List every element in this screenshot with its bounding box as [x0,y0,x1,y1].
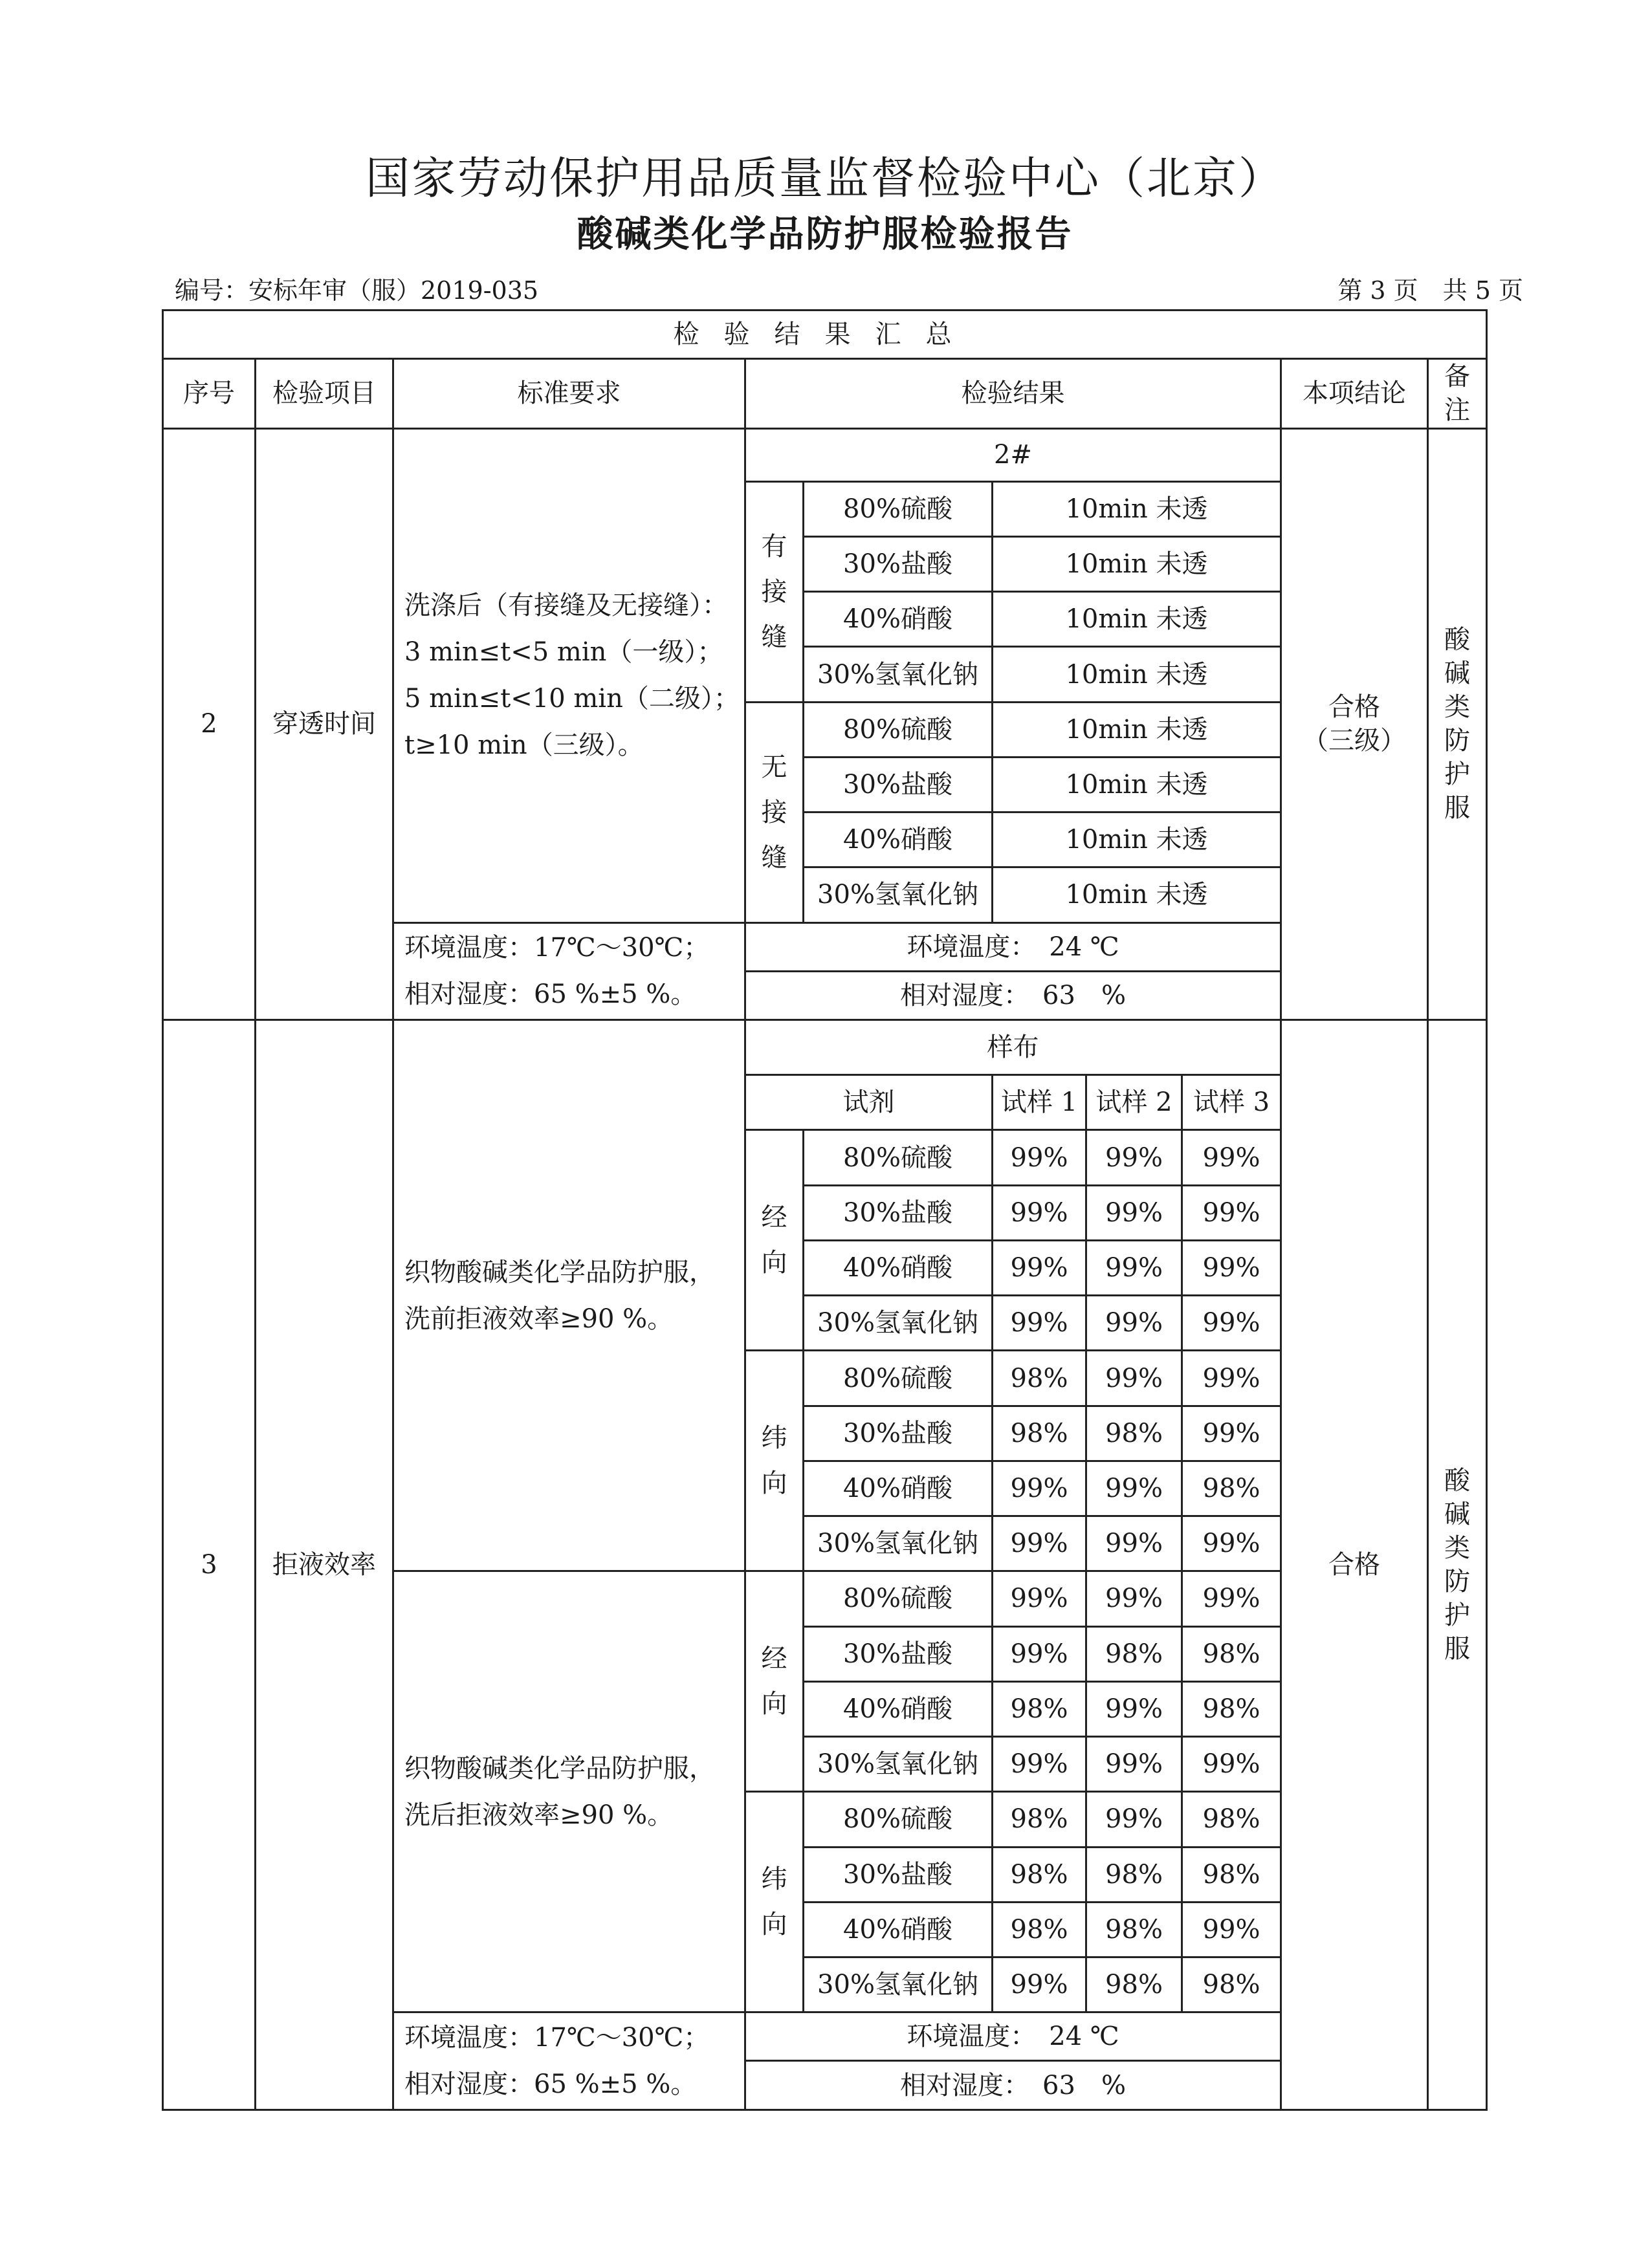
sample2-value: 99% [1086,1185,1182,1240]
reagent-name: 30%盐酸 [804,1626,993,1681]
reagent-name: 30%氢氧化钠 [804,647,993,702]
sample2-value: 99% [1086,1571,1182,1626]
header-conclusion: 本项结论 [1281,359,1428,428]
sample1-value: 99% [993,1957,1086,2012]
item3-sample-label: 样布 [745,1020,1281,1075]
item3-seq: 3 [163,1020,256,2110]
item3-env-standard: 环境温度：17℃～30℃； 相对湿度：65 %±5 %。 [393,2012,745,2110]
item3-remark: 酸碱类 防护服 [1428,1020,1487,2110]
sample3-value: 99% [1182,1406,1281,1461]
sample3-value: 98% [1182,1626,1281,1681]
institution-title: 国家劳动保护用品质量监督检验中心（北京） [365,153,1284,204]
sample3-value: 99% [1182,1902,1281,1957]
header-result: 检验结果 [745,359,1281,428]
sample1-value: 99% [993,1130,1086,1185]
reagent-name: 80%硫酸 [804,1792,993,1847]
reagent-name: 30%盐酸 [804,1847,993,1902]
item2-group-label: 无 接 缝 [745,702,804,922]
sample3-value: 99% [1182,1240,1281,1295]
penetration-result: 10min 未透 [993,481,1281,536]
penetration-result: 10min 未透 [993,702,1281,757]
sample3-value: 98% [1182,1461,1281,1516]
reagent-name: 30%盐酸 [804,757,993,812]
item2-standard: 洗涤后（有接缝及无接缝）： 3 min≤t<5 min（一级）； 5 min≤t<10 min（二级）； t≥10 min（三级）。 [393,428,745,922]
item3-col-sample2: 试样 2 [1086,1075,1182,1130]
sample2-value: 99% [1086,1130,1182,1185]
item3-standard-before: 织物酸碱类化学品防护服， 洗前拒液效率≥90 %。 [393,1020,745,1571]
reagent-name: 40%硝酸 [804,812,993,867]
results-table [162,309,1488,2111]
header-seq: 序号 [163,359,256,428]
sample1-value: 99% [993,1240,1086,1295]
reagent-name: 40%硝酸 [804,1240,993,1295]
sample3-value: 98% [1182,1957,1281,2012]
item3-direction-label: 经 向 [745,1130,804,1351]
report-title: 酸碱类化学品防护服检验报告 [577,213,1073,256]
sample3-value: 99% [1182,1130,1281,1185]
reagent-name: 40%硝酸 [804,1461,993,1516]
sample1-value: 98% [993,1681,1086,1736]
item2-env-standard: 环境温度：17℃～30℃； 相对湿度：65 %±5 %。 [393,922,745,1020]
reagent-name: 30%氢氧化钠 [804,1296,993,1351]
item2-seq: 2 [163,428,256,1020]
reagent-name: 40%硝酸 [804,1681,993,1736]
penetration-result: 10min 未透 [993,647,1281,702]
sample1-value: 98% [993,1847,1086,1902]
header-row [163,359,1487,428]
sample2-value: 99% [1086,1240,1182,1295]
item3-col-sample3: 试样 3 [1182,1075,1281,1130]
sample1-value: 99% [993,1185,1086,1240]
sample2-value: 99% [1086,1351,1182,1406]
item2-env-temp: 环境温度： 24 ℃ [745,922,1281,971]
sample1-value: 98% [993,1792,1086,1847]
reagent-name: 30%盐酸 [804,1406,993,1461]
penetration-result: 10min 未透 [993,757,1281,812]
sample1-value: 99% [993,1626,1086,1681]
sample2-value: 98% [1086,1406,1182,1461]
reagent-name: 30%氢氧化钠 [804,1737,993,1792]
item3-col-reagent: 试剂 [745,1075,993,1130]
reagent-name: 80%硫酸 [804,1571,993,1626]
item3-env-temp: 环境温度： 24 ℃ [745,2012,1281,2061]
sample3-value: 98% [1182,1792,1281,1847]
item2-env-humidity: 相对湿度： 63 % [745,971,1281,1020]
penetration-result: 10min 未透 [993,812,1281,867]
header-remark: 备注 [1428,359,1487,428]
penetration-result: 10min 未透 [993,592,1281,647]
sample2-value: 99% [1086,1792,1182,1847]
item2-remark: 酸碱类 防护服 [1428,428,1487,1020]
sample3-value: 98% [1182,1847,1281,1902]
item2-group-label: 有 接 缝 [745,481,804,702]
reagent-name: 80%硫酸 [804,481,993,536]
item3-sample-row [163,1020,1487,1075]
sample1-value: 99% [993,1516,1086,1571]
sample3-value: 99% [1182,1516,1281,1571]
item3-conclusion: 合格 [1281,1020,1428,2110]
reagent-name: 30%盐酸 [804,536,993,591]
sample2-value: 98% [1086,1902,1182,1957]
reagent-name: 80%硫酸 [804,1130,993,1185]
reagent-name: 80%硫酸 [804,702,993,757]
sample1-value: 99% [993,1571,1086,1626]
reagent-name: 40%硝酸 [804,592,993,647]
header-standard: 标准要求 [393,359,745,428]
item2-conclusion: 合格 （三级） [1281,428,1428,1020]
sample2-value: 99% [1086,1296,1182,1351]
reagent-name: 30%氢氧化钠 [804,867,993,922]
summary-title: 检验结果汇总 [163,311,1487,359]
item3-env-humidity: 相对湿度： 63 % [745,2061,1281,2110]
reagent-name: 30%氢氧化钠 [804,1516,993,1571]
reagent-name: 30%盐酸 [804,1185,993,1240]
reagent-name: 80%硫酸 [804,1351,993,1406]
results-table-body [163,311,1487,2110]
sample3-value: 99% [1182,1185,1281,1240]
penetration-result: 10min 未透 [993,867,1281,922]
sample1-value: 98% [993,1406,1086,1461]
sample1-value: 99% [993,1461,1086,1516]
item3-name: 拒液效率 [256,1020,393,2110]
document-number: 编号：安标年审（服）2019-035 [175,276,539,305]
reagent-name: 40%硝酸 [804,1902,993,1957]
sample2-value: 99% [1086,1681,1182,1736]
penetration-result: 10min 未透 [993,536,1281,591]
item3-direction-label: 纬 向 [745,1792,804,2012]
sample1-value: 99% [993,1737,1086,1792]
sample3-value: 99% [1182,1571,1281,1626]
item3-direction-label: 经 向 [745,1571,804,1792]
reagent-name: 30%氢氧化钠 [804,1957,993,2012]
sample2-value: 99% [1086,1461,1182,1516]
header-item: 检验项目 [256,359,393,428]
item2-sample-label: 2# [745,428,1281,481]
sample2-value: 98% [1086,1957,1182,2012]
sample3-value: 99% [1182,1351,1281,1406]
sample3-value: 99% [1182,1737,1281,1792]
item3-col-sample1: 试样 1 [993,1075,1086,1130]
sample1-value: 98% [993,1351,1086,1406]
item2-name: 穿透时间 [256,428,393,1020]
sample1-value: 99% [993,1296,1086,1351]
sample2-value: 98% [1086,1626,1182,1681]
page-info: 第 3 页 共 5 页 [1337,276,1523,305]
sample2-value: 99% [1086,1516,1182,1571]
sample3-value: 99% [1182,1296,1281,1351]
item2-sample-row [163,428,1487,481]
item3-direction-label: 纬 向 [745,1351,804,1571]
sample2-value: 98% [1086,1847,1182,1902]
sample2-value: 99% [1086,1737,1182,1792]
sample3-value: 98% [1182,1681,1281,1736]
sample1-value: 98% [993,1902,1086,1957]
item3-standard-after: 织物酸碱类化学品防护服， 洗后拒液效率≥90 %。 [393,1571,745,2012]
